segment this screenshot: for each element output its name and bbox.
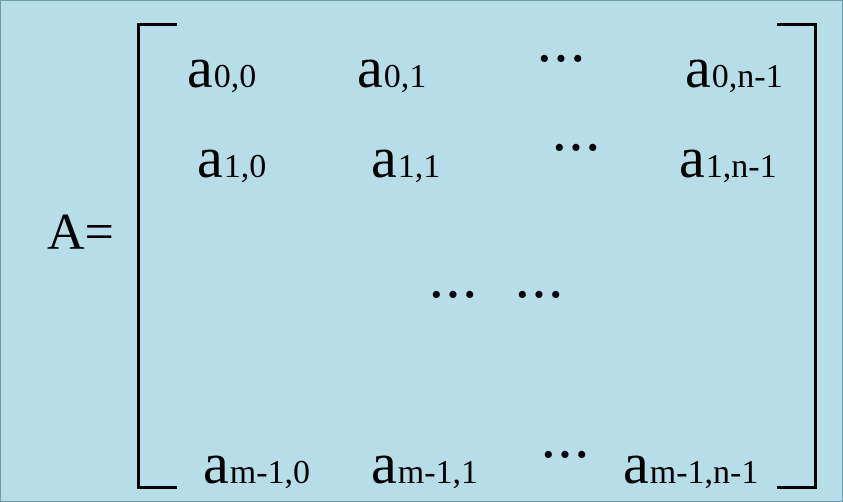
middle-ellipsis-left: ··· bbox=[429, 270, 480, 319]
left-bracket bbox=[137, 23, 177, 489]
element-subscript: 1,0 bbox=[223, 148, 267, 185]
element-a-m-1-0 bbox=[203, 431, 311, 496]
element-subscript: 0,0 bbox=[213, 58, 257, 95]
element-base: a bbox=[203, 431, 229, 496]
element-a-0-1 bbox=[357, 35, 427, 100]
element-base: a bbox=[197, 125, 223, 190]
middle-ellipsis-right: ··· bbox=[515, 270, 566, 319]
right-bracket bbox=[777, 23, 817, 489]
element-base: a bbox=[371, 125, 397, 190]
element-subscript: m-1,n-1 bbox=[649, 454, 759, 491]
element-subscript: 1,n-1 bbox=[705, 148, 777, 185]
row-0-ellipsis: ··· bbox=[537, 34, 588, 83]
element-base: a bbox=[623, 431, 649, 496]
element-a-m-1-n-1 bbox=[623, 431, 759, 496]
element-base: a bbox=[679, 125, 705, 190]
element-base: a bbox=[371, 431, 397, 496]
element-subscript: 0,1 bbox=[383, 58, 427, 95]
element-a-0-0 bbox=[187, 35, 257, 100]
element-subscript: 0,n-1 bbox=[711, 58, 783, 95]
element-a-1-0 bbox=[197, 125, 267, 190]
element-subscript: m-1,0 bbox=[229, 454, 311, 491]
element-base: a bbox=[685, 35, 711, 100]
element-a-m-1-1 bbox=[371, 431, 479, 496]
element-a-0-n-1 bbox=[685, 35, 783, 100]
element-subscript: 1,1 bbox=[397, 148, 441, 185]
matrix-name-label: A= bbox=[47, 204, 114, 261]
row-1-ellipsis: ··· bbox=[552, 123, 603, 172]
element-a-1-n-1 bbox=[679, 125, 777, 190]
element-subscript: m-1,1 bbox=[397, 454, 479, 491]
element-base: a bbox=[187, 35, 213, 100]
element-a-1-1 bbox=[371, 125, 441, 190]
element-base: a bbox=[357, 35, 383, 100]
last-row-ellipsis: ··· bbox=[541, 430, 592, 479]
